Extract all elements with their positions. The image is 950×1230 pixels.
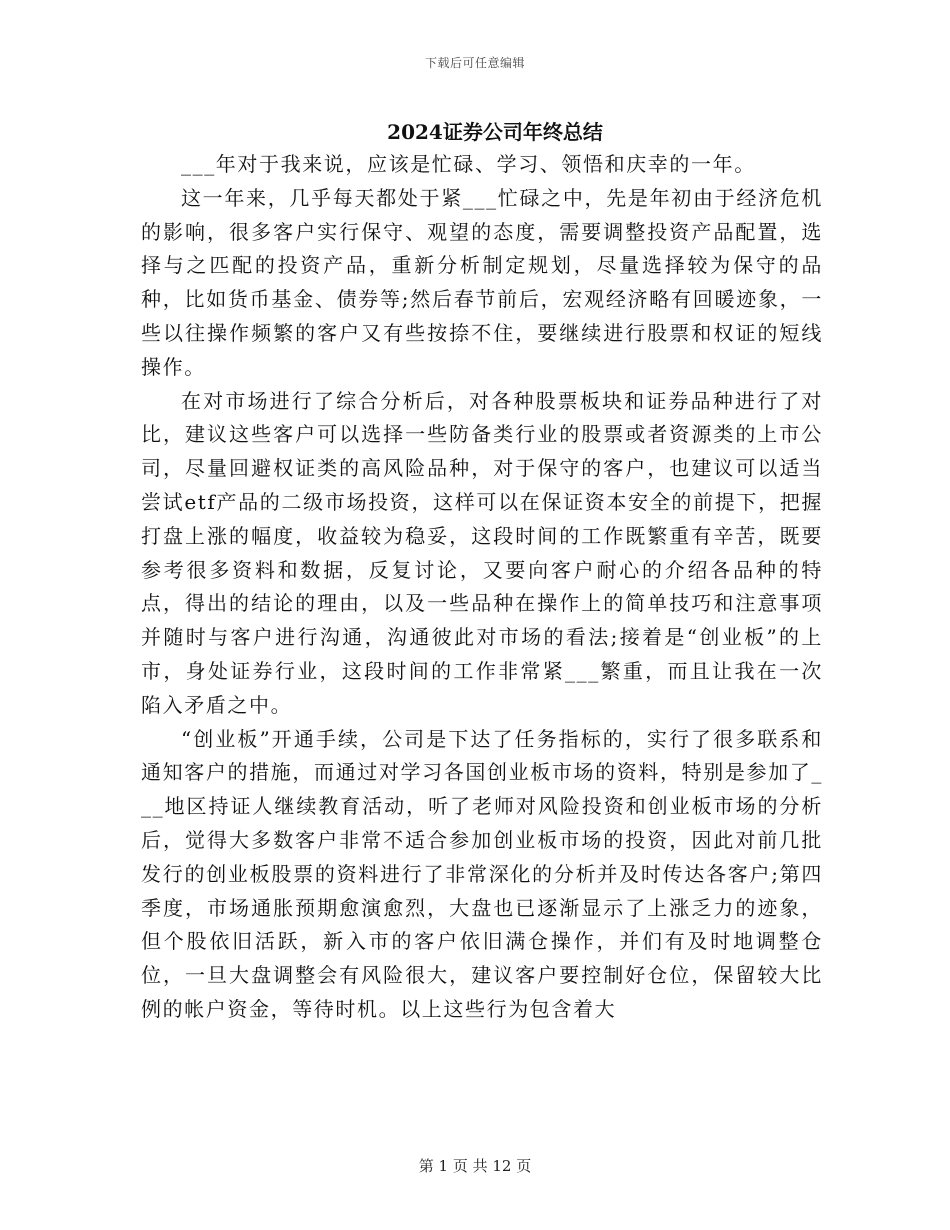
header-note: 下载后可任意编辑 bbox=[424, 56, 525, 70]
page-number-footer: 第 1 页 共 12 页 bbox=[418, 1157, 532, 1175]
paragraph: 在对市场进行了综合分析后，对各种股票板块和证券品种进行了对比，建议这些客户可以选择一些防备类行业的股票或者资源类的上市公司，尽量回避权证类的高风险品种，对于保守的客户，也建议可以适当尝试etf产品的二级市场投资，这样可以在保证资本安全的前提下，把握打盘上涨的幅度，收益较为稳妥，这段时间的工作既繁重有辛苦，既要参考很多资料和数据，反复讨论，又要向客户耐心的介绍各品种的特点，得出的结论的理由，以及一些品种在操作上的简单技巧和注意事项并随时与客户进行沟通，沟通彼此对市场的看法;接着是“创业板”的上市，身处证券行业，这段时间的工作非常紧___繁重，而且让我在一次陷入矛盾之中。 bbox=[141, 388, 823, 717]
document-title: 2024证券公司年终总结 bbox=[387, 120, 603, 144]
paragraph: “创业板”开通手续，公司是下达了任务指标的，实行了很多联系和通知客户的措施，而通过对学习各国创业板市场的资料，特别是参加了___地区持证人继续教育活动，听了老师对风险投资和创业板市场的分析后，觉得大多数客户非常不适合参加创业板市场的投资，因此对前几批发行的创业板股票的资料进行了非常深化的分析并及时传达各客户;第四季度，市场通胀预期愈演愈烈，大盘也已逐渐显示了上涨乏力的迹象，但个股依旧活跃，新入市的客户依旧满仓操作，并们有及时地调整仓位，一旦大盘调整会有风险很大，建议客户要控制好仓位，保留较大比例的帐户资金，等待时机。以上这些行为包含着大 bbox=[141, 726, 823, 1021]
paragraph: 这一年来，几乎每天都处于紧___忙碌之中，先是年初由于经济危机的影响，很多客户实行保守、观望的态度，需要调整投资产品配置，选择与之匹配的投资产品，重新分析制定规划，尽量选择较为保守的品种，比如货币基金、债券等;然后春节前后，宏观经济略有回暖迹象，一些以往操作频繁的客户又有些按捺不住，要继续进行股票和权证的短线操作。 bbox=[141, 185, 823, 379]
paragraph: ___年对于我来说，应该是忙碌、学习、领悟和庆幸的一年。 bbox=[181, 152, 756, 176]
document-body bbox=[141, 148, 823, 1027]
